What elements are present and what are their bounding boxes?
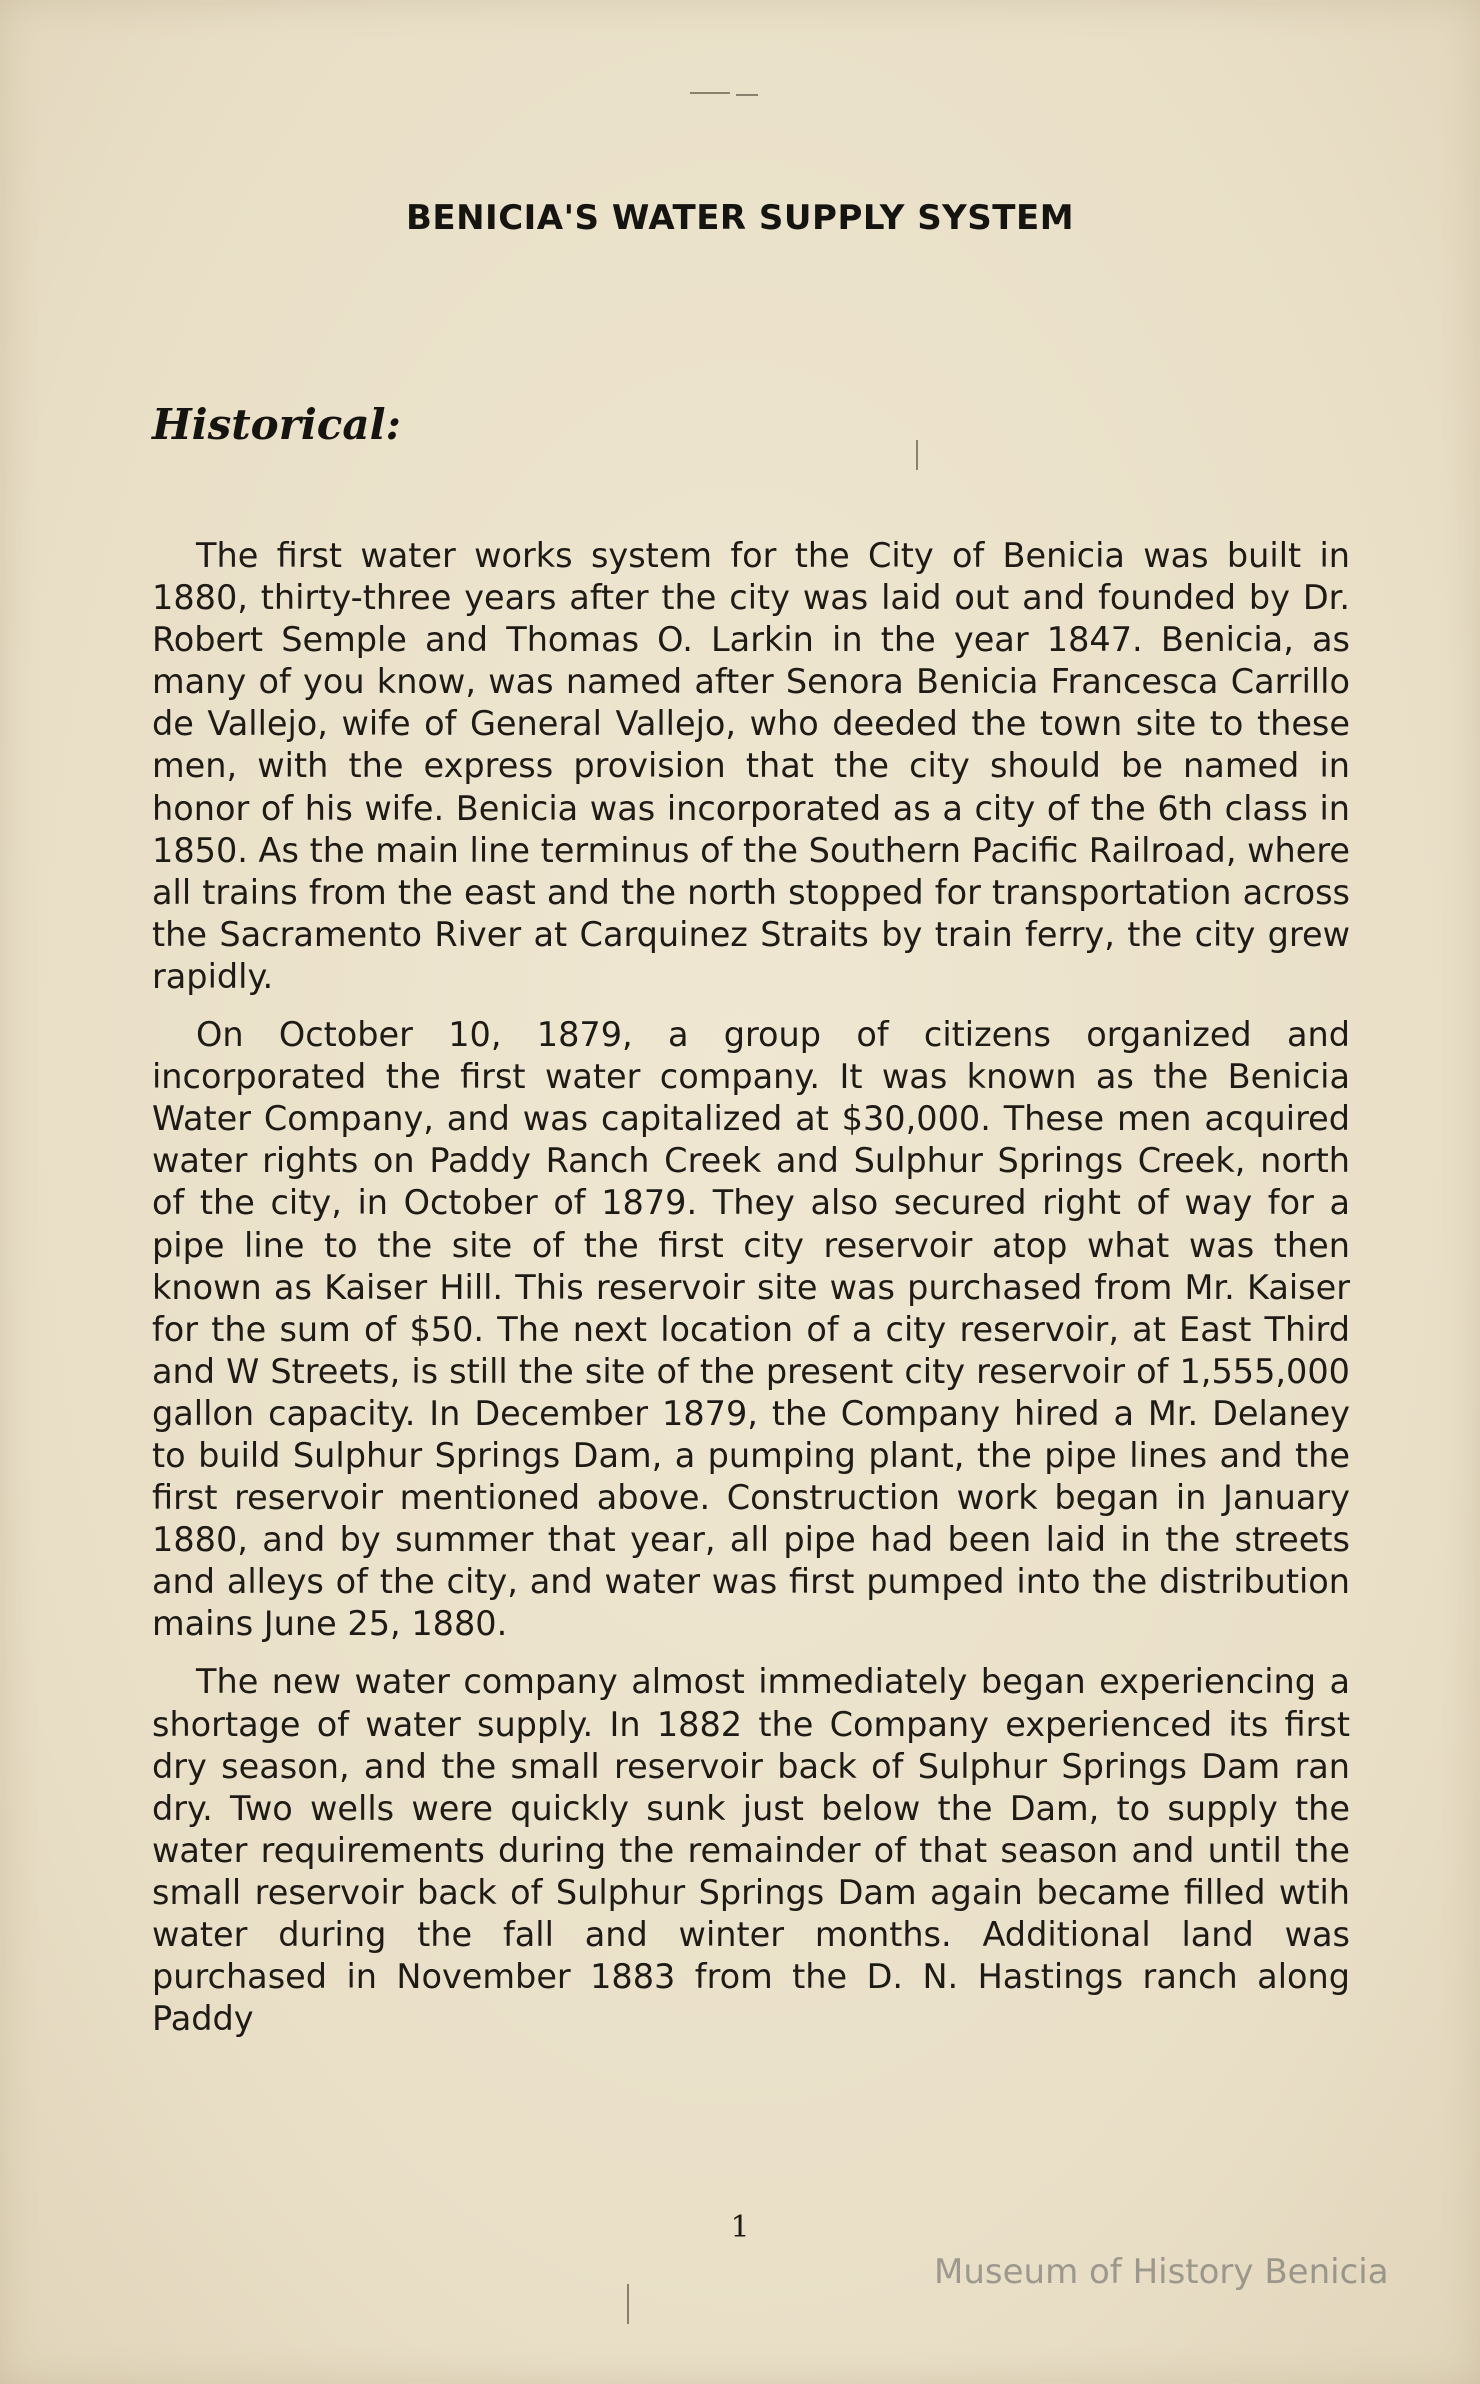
document-title: BENICIA'S WATER SUPPLY SYSTEM: [405, 198, 1075, 238]
scan-speck: [690, 92, 730, 94]
section-heading: Historical:: [152, 400, 402, 449]
body-text: [152, 535, 1350, 2056]
page-number: 1: [730, 2210, 750, 2245]
scan-speck: [916, 440, 918, 470]
paragraph: On October 10, 1879, a group of citizens organized and incorporated the first water company. It was known as the Benicia Water Company, and was capitalized at $30,000. These men acquired water rights on Paddy Ranch Creek and Sulphur Springs Creek, north of the city, in October of 1879. They also secured right of way for a pipe line to the site of the first city reservoir atop what was then known as Kaiser Hill. This reservoir site was purchased from Mr. Kaiser for the sum of $50. The next location of a city reservoir, at East Third and W Streets, is still the site of the present city reservoir of 1,555,000 gallon capacity. In December 1879, the Company hired a Mr. Delaney to build Sulphur Springs Dam, a pumping plant, the pipe lines and the first reservoir mentioned above. Construction work began in January 1880, and by summer that year, all pipe had been laid in the streets and alleys of the city, and water was first pumped into the distribution mains June 25, 1880.: [152, 1015, 1350, 1644]
scan-speck: [736, 94, 758, 96]
scan-speck: [627, 2284, 629, 2324]
paragraph: The new water company almost immediately began experiencing a shortage of water supply. In 1882 the Company experienced its first dry season, and the small reservoir back of Sulphur Springs Dam ran dry. Two wells were quickly sunk just below the Dam, to supply the water requirements during the remainder of that season and until the small reservoir back of Sulphur Springs Dam again became filled wtih water during the fall and winter months. Additional land was purchased in November 1883 from the D. N. Hastings ranch along Paddy: [152, 1662, 1350, 2039]
paragraph: The first water works system for the City of Benicia was built in 1880, thirty-three years after the city was laid out and founded by Dr. Robert Semple and Thomas O. Larkin in the year 1847. Benicia, as many of you know, was named after Senora Benicia Francesca Carrillo de Vallejo, wife of General Vallejo, who deeded the town site to these men, with the express provision that the city should be named in honor of his wife. Benicia was incorporated as a city of the 6th class in 1850. As the main line terminus of the Southern Pacific Railroad, where all trains from the east and the north stopped for transportation across the Sacramento River at Carquinez Straits by train ferry, the city grew rapidly.: [152, 536, 1351, 996]
museum-watermark: Museum of History Benicia: [934, 2252, 1389, 2292]
